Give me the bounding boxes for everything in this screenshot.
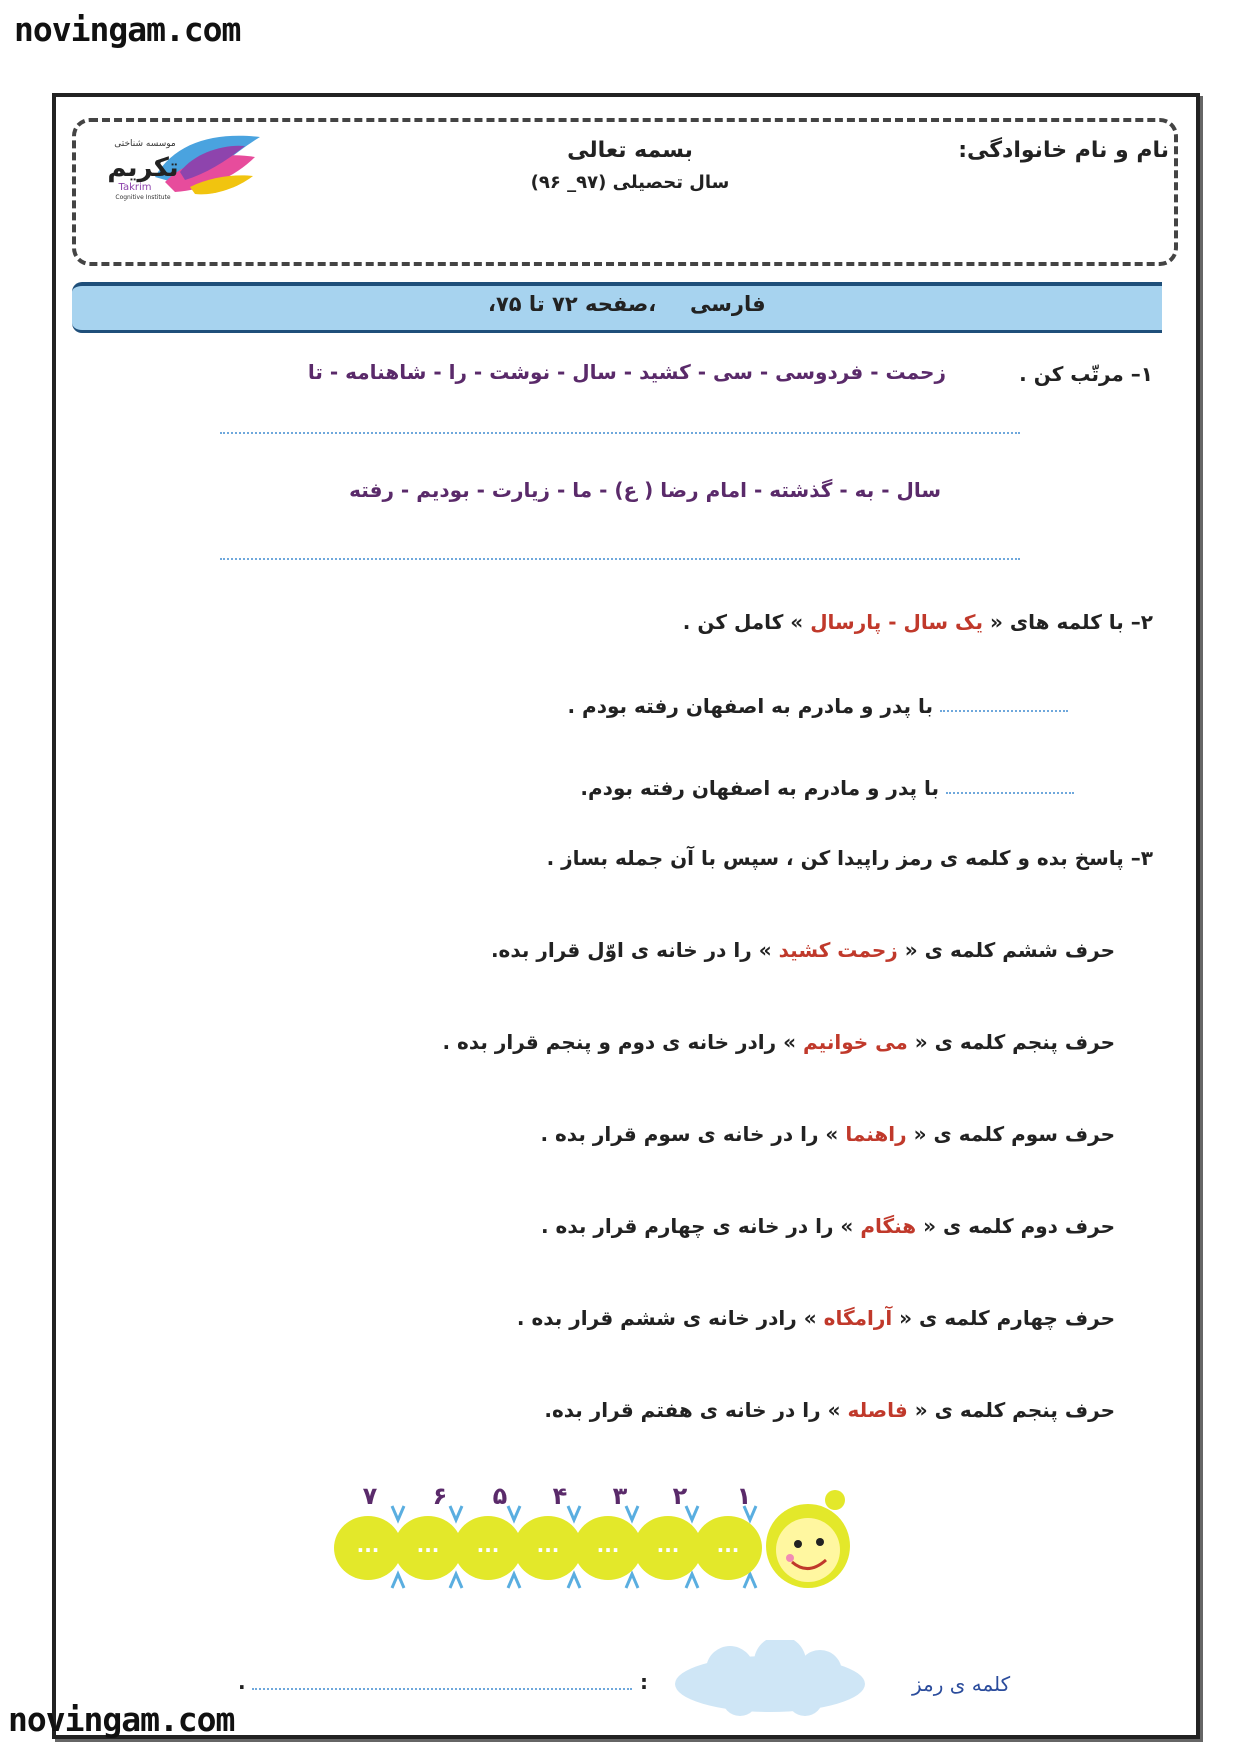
cell-number-2: ۲ bbox=[672, 1482, 688, 1510]
watermark-bottom: novingam.com bbox=[8, 1700, 235, 1739]
cell-6-dots: ... bbox=[416, 1533, 440, 1557]
cell-7-dots: ... bbox=[356, 1533, 380, 1557]
q1-line2: سال - به - گذشته - امام رضا ( ع) - ما - زیارت - بودیم - رفته bbox=[349, 478, 941, 502]
cloud-shape bbox=[670, 1640, 870, 1720]
q1-line1: زحمت - فردوسی - سی - کشید - سال - نوشت - را - شاهنامه - تا bbox=[307, 360, 946, 384]
watermark-top: novingam.com bbox=[14, 10, 241, 49]
cell-4-dots: ... bbox=[536, 1533, 560, 1557]
takrim-logo bbox=[95, 132, 265, 202]
q3-item-2-b: » رادر خانه ی دوم و پنجم قرار بده . bbox=[442, 1030, 797, 1054]
cell-number-5: ۵ bbox=[492, 1482, 508, 1510]
code-word-answer-line[interactable] bbox=[252, 1688, 632, 1690]
q2-prompt bbox=[683, 610, 1153, 634]
q3-item-6-a: حرف پنجم کلمه ی « bbox=[914, 1398, 1115, 1422]
logo-sub2: Cognitive Institute bbox=[115, 194, 171, 201]
q3-item-5 bbox=[517, 1306, 1115, 1330]
cell-5-dots: ... bbox=[476, 1533, 500, 1557]
q3-item-6-b: » را در خانه ی هفتم قرار بده. bbox=[544, 1398, 841, 1422]
q3-item-4-a: حرف دوم کلمه ی « bbox=[923, 1214, 1115, 1238]
q3-item-3-a: حرف سوم کلمه ی « bbox=[913, 1122, 1115, 1146]
cell-2-dots: ... bbox=[656, 1533, 680, 1557]
school-year: سال تحصیلی (۹۷_ ۹۶) bbox=[530, 172, 730, 193]
q3-item-1-b: » را در خانه ی اوّل قرار بده. bbox=[490, 938, 772, 962]
cell-number-3: ۳ bbox=[612, 1482, 628, 1510]
q3-item-3 bbox=[540, 1122, 1115, 1146]
logo-top-text: موسسه شناختی bbox=[114, 139, 176, 149]
q3-item-2 bbox=[442, 1030, 1115, 1054]
q3-item-1 bbox=[491, 938, 1115, 962]
code-word-label: کلمه ی رمز bbox=[912, 1672, 1011, 1696]
q3-item-3-b: » را در خانه ی سوم قرار بده . bbox=[540, 1122, 839, 1146]
q1-prompt: ۱– مرتّب کن . bbox=[1019, 362, 1153, 386]
q3-prompt: ۳– پاسخ بده و کلمه ی رمز راپیدا کن ، سپس با آن جمله بساز . bbox=[546, 846, 1153, 870]
q3-item-1-word: زحمت کشید bbox=[778, 938, 898, 962]
q2-blank-2[interactable] bbox=[946, 792, 1074, 794]
q3-item-3-word: راهنما bbox=[845, 1122, 907, 1146]
header-title: بسمه تعالی bbox=[567, 138, 693, 163]
answer-end-dot: . bbox=[238, 1670, 246, 1694]
q2-prompt-a: ۲– با کلمه های « bbox=[989, 610, 1153, 634]
q2-blank-1[interactable] bbox=[940, 710, 1068, 712]
q3-item-1-a: حرف ششم کلمه ی « bbox=[904, 938, 1115, 962]
cell-3-dots: ... bbox=[596, 1533, 620, 1557]
q3-item-5-a: حرف چهارم کلمه ی « bbox=[899, 1306, 1115, 1330]
q3-item-4 bbox=[541, 1214, 1115, 1238]
q3-item-4-word: هنگام bbox=[860, 1214, 917, 1238]
cell-number-4: ۴ bbox=[552, 1482, 568, 1510]
q2-sentence-1: با پدر و مادرم به اصفهان رفته بودم . bbox=[567, 694, 933, 718]
q1-answer-line1[interactable] bbox=[220, 432, 1020, 434]
q3-item-2-word: می خوانیم bbox=[802, 1030, 908, 1054]
q2-prompt-b: » کامل کن . bbox=[682, 610, 804, 634]
q2-prompt-words: یک سال - پارسال bbox=[810, 610, 983, 634]
cell-number-6: ۶ bbox=[432, 1482, 448, 1510]
cell-number-1: ۱ bbox=[736, 1482, 752, 1510]
cell-1-dots: ... bbox=[716, 1533, 740, 1557]
name-label: نام و نام خانوادگی: bbox=[958, 138, 1169, 163]
logo-sub: Takrim bbox=[118, 182, 152, 193]
q2-sentence-2: با پدر و مادرم به اصفهان رفته بودم. bbox=[580, 776, 939, 800]
q3-item-5-word: آرامگاه bbox=[823, 1306, 893, 1330]
caterpillar-puzzle bbox=[330, 1478, 890, 1608]
q1-answer-line2[interactable] bbox=[220, 558, 1020, 560]
q3-item-6 bbox=[544, 1398, 1115, 1422]
section-subject: فارسی bbox=[690, 292, 766, 316]
logo-text: تکریم bbox=[107, 153, 179, 183]
cell-number-7: ۷ bbox=[362, 1482, 378, 1510]
section-pages: ،صفحه ۷۲ تا ۷۵، bbox=[488, 292, 657, 316]
q3-item-4-b: » را در خانه ی چهارم قرار بده . bbox=[541, 1214, 854, 1238]
q3-item-2-a: حرف پنجم کلمه ی « bbox=[914, 1030, 1115, 1054]
answer-colon: : bbox=[640, 1670, 648, 1694]
q3-item-5-b: » رادر خانه ی ششم قرار بده . bbox=[516, 1306, 817, 1330]
q3-item-6-word: فاصله bbox=[847, 1398, 908, 1422]
